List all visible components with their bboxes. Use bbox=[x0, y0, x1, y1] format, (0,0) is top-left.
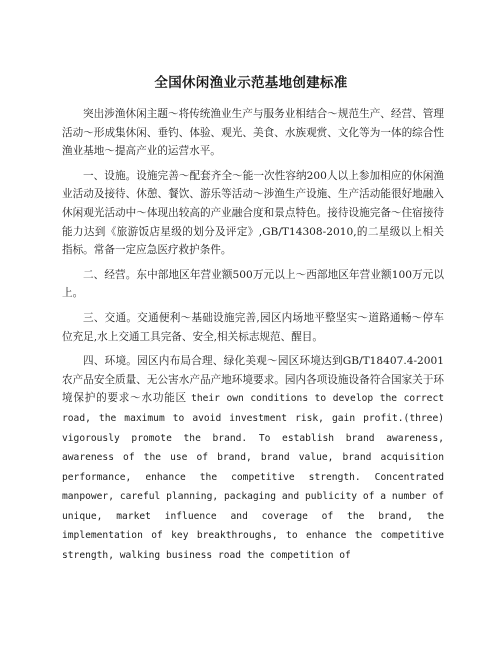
paragraph-operation: 二、经营。东中部地区年营业额500万元以上～西部地区年营业额100万元以上。 bbox=[62, 268, 444, 300]
paragraph-facilities: 一、设施。设施完善～配套齐全～能一次性容纳200人以上参加相应的休闲渔业活动及接待、休憩、餐饮、游乐等活动～涉渔生产设施、生产活动能很好地融入休闲观光活动中～体现出较高的产业融合度和景点特色。接待设施完备～住宿接待能力达到《旅游饭店星级的划分及评定》,GB/T14308-2010,的二星级以上相关指标。常备一定应急医疗救护条件。 bbox=[62, 169, 444, 257]
paragraph-environment-cn: 四、环境。园区内布局合理、绿化美观～园区环境达到GB/T18407.4-2001农产品安全质量、无公害水产品产地环境要求。园内各项设施设备符合国家关于环境保护的要求～水功能区 bbox=[62, 355, 444, 405]
paragraph-environment bbox=[62, 352, 444, 566]
paragraph-intro: 突出涉渔休闲主题～将传统渔业生产与服务业相结合～规范生产、经营、管理活动～形成集休闲、垂钓、体验、观光、美食、水族观赏、文化等为一体的综合性渔业基地～提高产业的运营水平。 bbox=[62, 108, 444, 158]
paragraph-transport: 三、交通。交通便利～基础设施完善,园区内场地平整坚实～道路通畅～停车位充足,水上交通工具完备、安全,相关标志规范、醒目。 bbox=[62, 311, 444, 343]
document-body bbox=[62, 105, 444, 566]
document-title: 全国休闲渔业示范基地创建标准 bbox=[154, 75, 348, 91]
paragraph-environment-en: their own conditions to develop the correct road, the maximum to avoid investment risk, gain profit.(three) vigorously promote the brand. To establish brand awareness, awareness of the use of brand, brand value, brand acquisition performance, enhance the competitive strength. Concentrated manpower, careful planning, packaging and publicity of a number of unique, market influence and coverage of the brand, the implementation of key breakthroughs, to enhance the competitive strength, walking business road the competition of bbox=[62, 393, 445, 562]
